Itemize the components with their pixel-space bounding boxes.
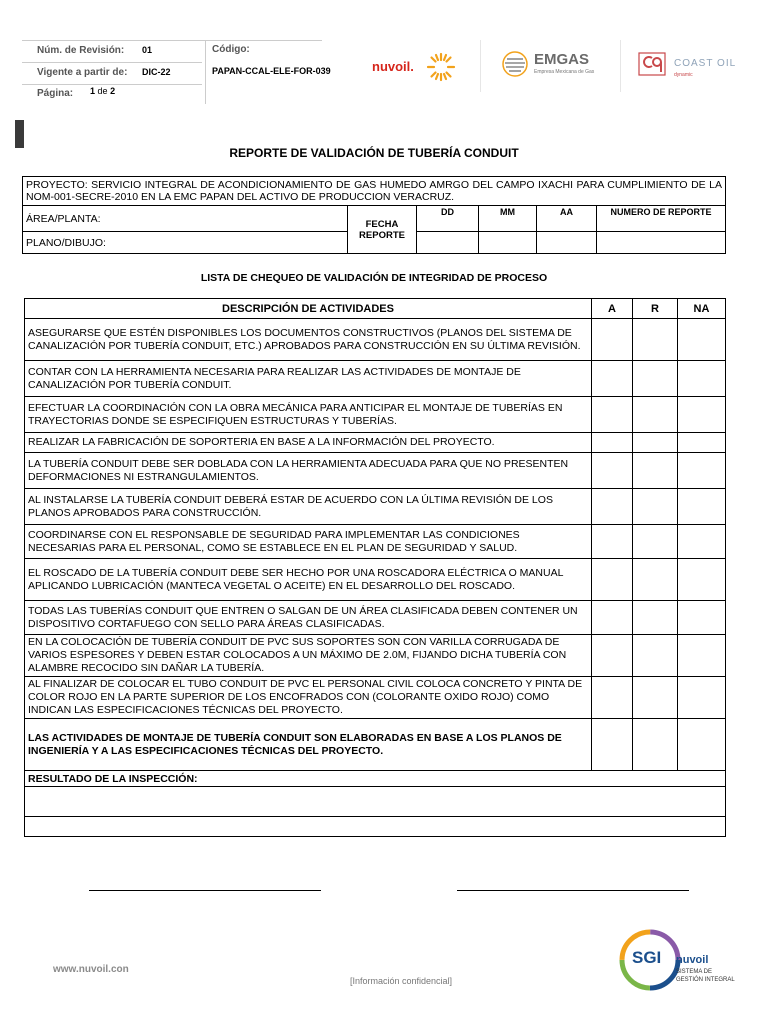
activity-text: TODAS LAS TUBERÍAS CONDUIT QUE ENTREN O SALGAN DE UN ÁREA CLASIFICADA DEBEN CONTENER UN DISPOSITIVO CORTAFUEGO CON SELLO PARA ÁREAS CLASIFICADAS. — [25, 601, 592, 635]
check-r[interactable] — [633, 601, 678, 635]
check-r[interactable] — [633, 397, 678, 433]
check-a[interactable] — [592, 433, 633, 453]
header-divider — [205, 40, 206, 104]
vigente-label: Vigente a partir de: — [37, 67, 128, 78]
mm-cell: MM — [479, 206, 537, 232]
check-na[interactable] — [678, 719, 726, 771]
vigente-value: DIC-22 — [142, 67, 171, 77]
check-r[interactable] — [633, 525, 678, 559]
table-row — [25, 361, 726, 397]
pagina-label: Página: — [37, 88, 74, 99]
check-na[interactable] — [678, 677, 726, 719]
nuvoil-logo — [370, 52, 462, 82]
emgas-logo-text: EMGAS — [534, 51, 590, 68]
checklist-table — [24, 298, 726, 837]
sgi-text: SGI — [632, 948, 662, 967]
check-na[interactable] — [678, 319, 726, 361]
area-planta-cell[interactable]: ÁREA/PLANTA: — [23, 206, 348, 232]
proyecto-cell: PROYECTO: SERVICIO INTEGRAL DE ACONDICIONAMIENTO DE GAS HUMEDO AMRGO DEL CAMPO IXACHI PARA CUMPLIMIENTO DE LA NOM-001-SECRE-2010 EN LA EMC PAPAN DEL ACTIVO DE PRODUCCION VERACRUZ. — [23, 177, 726, 206]
table-row — [25, 397, 726, 433]
table-row — [25, 601, 726, 635]
check-r[interactable] — [633, 453, 678, 489]
sgi-line-1: SISTEMA DE — [676, 969, 713, 975]
check-a[interactable] — [592, 677, 633, 719]
check-a[interactable] — [592, 525, 633, 559]
coast-oil-mark-icon — [638, 50, 668, 80]
check-na[interactable] — [678, 601, 726, 635]
col-descripcion: DESCRIPCIÓN DE ACTIVIDADES — [25, 299, 592, 319]
page-title: REPORTE DE VALIDACIÓN DE TUBERÍA CONDUIT — [229, 146, 519, 160]
check-a[interactable] — [592, 559, 633, 601]
table-row — [25, 453, 726, 489]
signature-line-left[interactable] — [89, 890, 321, 891]
codigo-label: Código: — [212, 44, 250, 55]
pagina-total: 2 — [110, 86, 116, 96]
check-na[interactable] — [678, 453, 726, 489]
coast-oil-text: COAST OIL — [674, 58, 737, 69]
coast-oil-logo — [638, 50, 738, 84]
table-row — [25, 433, 726, 453]
logo-divider-2 — [620, 40, 621, 92]
nuvoil-logo-text: nuvoil. — [372, 59, 414, 74]
activity-text: COORDINARSE CON EL RESPONSABLE DE SEGURIDAD PARA IMPLEMENTAR LAS CONDICIONES NECESARIAS PARA EL PERSONAL, COMO SE ESTABLECE EN EL PLAN DE SEGURIDAD Y SALUD. — [25, 525, 592, 559]
pagina-value — [90, 86, 115, 96]
mm-input[interactable] — [479, 232, 537, 254]
activity-text: CONTAR CON LA HERRAMIENTA NECESARIA PARA REALIZAR LAS ACTIVIDADES DE MONTAJE DE CANALIZACIÓN POR TUBERÍA CONDUIT. — [25, 361, 592, 397]
check-a[interactable] — [592, 319, 633, 361]
check-r[interactable] — [633, 319, 678, 361]
check-na[interactable] — [678, 489, 726, 525]
activity-text: ASEGURARSE QUE ESTÉN DISPONIBLES LOS DOCUMENTOS CONSTRUCTIVOS (PLANOS DEL SISTEMA DE CANALIZACIÓN POR TUBERÍA CONDUIT, ETC.) APROBADOS PARA CONSTRUCCIÓN EN SU ÚLTIMA REVISIÓN. — [25, 319, 592, 361]
project-table — [22, 176, 726, 254]
col-a: A — [592, 299, 633, 319]
check-r[interactable] — [633, 635, 678, 677]
pagina-de: de — [97, 86, 108, 96]
table-row — [25, 719, 726, 771]
logo-divider-1 — [480, 40, 481, 92]
check-a[interactable] — [592, 489, 633, 525]
check-r[interactable] — [633, 433, 678, 453]
check-a[interactable] — [592, 453, 633, 489]
check-a[interactable] — [592, 635, 633, 677]
col-r: R — [633, 299, 678, 319]
activity-text: LA TUBERÍA CONDUIT DEBE SER DOBLADA CON LA HERRAMIENTA ADECUADA PARA QUE NO PRESENTEN DEFORMACIONES NI ESTRANGULAMIENTOS. — [25, 453, 592, 489]
footer-confidential: [Información confidencial] — [349, 976, 453, 986]
header-rule-1 — [22, 62, 202, 63]
sgi-line-2: GESTIÓN INTEGRAL — [676, 977, 735, 983]
sgi-logo — [618, 928, 738, 996]
numero-reporte-input[interactable] — [597, 232, 726, 254]
check-a[interactable] — [592, 601, 633, 635]
table-row — [25, 525, 726, 559]
check-a[interactable] — [592, 719, 633, 771]
codigo-value: PAPAN-CCAL-ELE-FOR-039 — [212, 66, 331, 76]
check-na[interactable] — [678, 433, 726, 453]
header-rule-2 — [22, 84, 202, 85]
aa-cell: AA — [537, 206, 597, 232]
coast-oil-sub: dynamic — [674, 72, 693, 78]
numero-reporte-cell: NUMERO DE REPORTE — [597, 206, 726, 232]
pagina-num: 1 — [90, 86, 96, 96]
fecha-reporte-cell: FECHA REPORTE — [348, 206, 417, 254]
header-top-rule — [22, 40, 322, 41]
activity-text: LAS ACTIVIDADES DE MONTAJE DE TUBERÍA CONDUIT SON ELABORADAS EN BASE A LOS PLANOS DE INGENIERÍA Y A LAS ESPECIFICACIONES TÉCNICAS DEL PROYECTO. — [25, 719, 592, 771]
check-r[interactable] — [633, 559, 678, 601]
emgas-logo — [500, 48, 610, 82]
sun-icon — [426, 52, 456, 82]
activity-text: EN LA COLOCACIÓN DE TUBERÍA CONDUIT DE PVC SUS SOPORTES SON CON VARILLA CORRUGADA DE VARIOS ESPESORES Y DEBEN ESTAR COLOCADOS A UN MÁXIMO DE 2.0M, FIJANDO DICHA TUBERÍA CON ALAMBRE RECOCIDO SIN DAÑAR LA TUBERÍA. — [25, 635, 592, 677]
check-na[interactable] — [678, 397, 726, 433]
resultado-label: RESULTADO DE LA INSPECCIÓN: — [25, 771, 726, 787]
revision-value: 01 — [142, 45, 153, 55]
activity-text: REALIZAR LA FABRICACIÓN DE SOPORTERIA EN BASE A LA INFORMACIÓN DEL PROYECTO. — [25, 433, 592, 453]
table-row — [25, 677, 726, 719]
signature-line-right[interactable] — [457, 890, 689, 891]
check-r[interactable] — [633, 719, 678, 771]
dd-cell: DD — [417, 206, 479, 232]
check-na[interactable] — [678, 559, 726, 601]
check-r[interactable] — [633, 361, 678, 397]
check-na[interactable] — [678, 525, 726, 559]
activity-text: AL FINALIZAR DE COLOCAR EL TUBO CONDUIT DE PVC EL PERSONAL CIVIL COLOCA CONCRETO Y PINTA DE COLOR ROJO EN LA PARTE SUPERIOR DE LOS ENCOFRADOS CON (COLORANTE OXIDO ROJO) COMO INDICAN LAS ESPECIFICACIONES TÉCNICAS DEL PROYECTO. — [25, 677, 592, 719]
sgi-brand: nuvoil — [676, 954, 709, 966]
activity-text: AL INSTALARSE LA TUBERÍA CONDUIT DEBERÁ ESTAR DE ACUERDO CON LA ÚLTIMA REVISIÓN DE LOS PLANOS APROBADOS PARA CONSTRUCCIÓN. — [25, 489, 592, 525]
check-na[interactable] — [678, 635, 726, 677]
activity-text: EFECTUAR LA COORDINACIÓN CON LA OBRA MECÁNICA PARA ANTICIPAR EL MONTAJE DE TUBERÍAS EN TRAYECTORIAS DONDE SE ESPECIFIQUEN ESTRUCTURAS Y TUBERÍAS. — [25, 397, 592, 433]
emgas-logo-sub: Empresa Mexicana de Gas — [534, 69, 595, 75]
table-row — [25, 489, 726, 525]
activity-text: EL ROSCADO DE LA TUBERÍA CONDUIT DEBE SER HECHO POR UNA ROSCADORA ELÉCTRICA O MANUAL APLICANDO LUBRICACIÓN (MANTECA VEGETAL O ACEITE) EN EL DESARROLLO DEL ROSCADO. — [25, 559, 592, 601]
table-row — [25, 635, 726, 677]
col-na: NA — [678, 299, 726, 319]
resultado-line-1[interactable] — [25, 787, 726, 817]
check-na[interactable] — [678, 361, 726, 397]
aa-input[interactable] — [537, 232, 597, 254]
edge-marker — [15, 120, 24, 148]
check-r[interactable] — [633, 677, 678, 719]
revision-label: Núm. de Revisión: — [37, 45, 125, 56]
table-row — [25, 559, 726, 601]
checklist-title: LISTA DE CHEQUEO DE VALIDACIÓN DE INTEGRIDAD DE PROCESO — [200, 272, 548, 284]
plano-dibujo-cell[interactable]: PLANO/DIBUJO: — [23, 232, 348, 254]
check-a[interactable] — [592, 397, 633, 433]
table-row — [25, 319, 726, 361]
dd-input[interactable] — [417, 232, 479, 254]
resultado-line-2[interactable] — [25, 817, 726, 837]
footer-website: www.nuvoil.con — [53, 964, 129, 975]
check-a[interactable] — [592, 361, 633, 397]
check-r[interactable] — [633, 489, 678, 525]
emgas-mark-icon — [500, 50, 530, 78]
